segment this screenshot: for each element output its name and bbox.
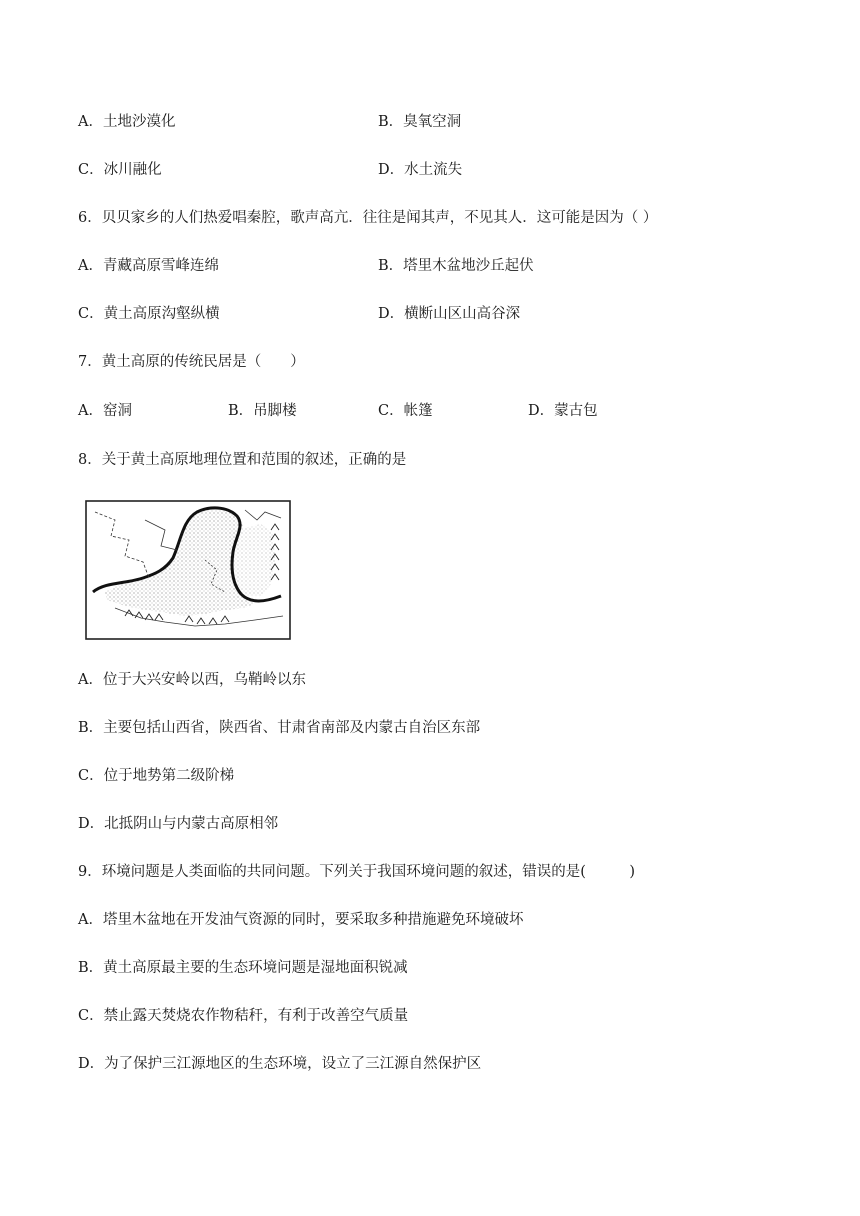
q6-option-b: B．塔里木盆地沙丘起伏 xyxy=(378,258,534,274)
q7-option-b: B．吊脚楼 xyxy=(228,403,297,419)
q7-stem: 7．黄土高原的传统民居是（ ） xyxy=(78,354,305,370)
q6-option-a: A．青藏高原雪峰连绵 xyxy=(78,258,219,274)
q8-option-d: D．北抵阴山与内蒙古高原相邻 xyxy=(78,816,279,832)
q9-option-b: B．黄土高原最主要的生态环境问题是湿地面积锐减 xyxy=(78,960,408,976)
q6-option-d: D．横断山区山高谷深 xyxy=(378,306,521,322)
q9-option-c: C．禁止露天焚烧农作物秸秆，有利于改善空气质量 xyxy=(78,1008,409,1024)
q9-option-a: A．塔里木盆地在开发油气资源的同时，要采取多种措施避免环境破坏 xyxy=(78,912,524,928)
q7-option-d: D．蒙古包 xyxy=(528,403,598,419)
q5-option-c: C．冰川融化 xyxy=(78,162,162,178)
q9-option-d: D．为了保护三江源地区的生态环境，设立了三江源自然保护区 xyxy=(78,1056,482,1072)
q8-stem: 8．关于黄土高原地理位置和范围的叙述，正确的是 xyxy=(78,452,407,468)
q7-option-c: C．帐篷 xyxy=(378,403,433,419)
q8-option-c: C．位于地势第二级阶梯 xyxy=(78,768,235,784)
q5-option-b: B．臭氧空洞 xyxy=(378,114,462,130)
q8-option-b: B．主要包括山西省，陕西省、甘肃省南部及内蒙古自治区东部 xyxy=(78,720,481,736)
q5-option-a: A．土地沙漠化 xyxy=(78,114,176,130)
q6-stem: 6．贝贝家乡的人们热爱唱秦腔，歌声高亢．往往是闻其声，不见其人．这可能是因为（ ） xyxy=(78,210,658,226)
q9-stem: 9．环境问题是人类面临的共同问题。下列关于我国环境问题的叙述，错误的是( ) xyxy=(78,864,636,880)
q6-option-c: C．黄土高原沟壑纵横 xyxy=(78,306,220,322)
q5-option-d: D．水土流失 xyxy=(378,162,463,178)
loess-plateau-map xyxy=(85,500,291,640)
q7-option-a: A．窑洞 xyxy=(78,403,132,419)
q8-option-a: A．位于大兴安岭以西，乌鞘岭以东 xyxy=(78,672,306,688)
